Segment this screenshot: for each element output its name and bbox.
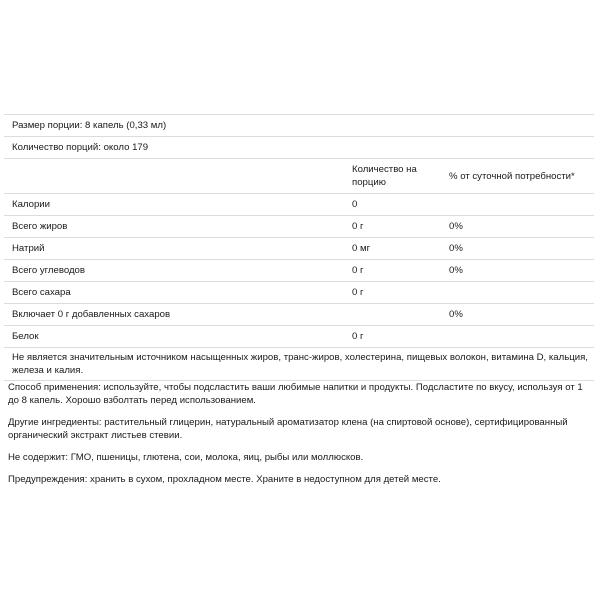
nutrient-daily-value: 0% — [449, 238, 594, 260]
header-empty-cell — [4, 159, 352, 194]
table-header-row — [4, 159, 594, 194]
nutrient-daily-value — [449, 282, 594, 304]
table-row — [4, 282, 594, 304]
nutrient-name: Калории — [4, 194, 352, 216]
other-ingredients: Другие ингредиенты: растительный глицерин, натуральный ароматизатор клена (на спиртовой основе), сертифицированный органический экстракт листьев стевии. — [8, 417, 568, 441]
serving-size-row — [4, 115, 594, 137]
footnote-row — [4, 348, 594, 381]
table-row — [4, 326, 594, 348]
facts-footnote: Не является значительным источником насыщенных жиров, транс-жиров, холестерина, пищевых волокон, витамина D, кальция, железа и калия. — [4, 348, 594, 381]
nutrient-name: Всего сахара — [4, 282, 352, 304]
nutrient-amount: 0 г — [352, 282, 449, 304]
servings-count-row — [4, 137, 594, 159]
product-notes — [8, 381, 593, 495]
table-row — [4, 194, 594, 216]
nutrient-amount: 0 мг — [352, 238, 449, 260]
nutrient-amount: 0 г — [352, 260, 449, 282]
nutrient-daily-value — [449, 194, 594, 216]
nutrient-name: Всего жиров — [4, 216, 352, 238]
usage-directions: Способ применения: используйте, чтобы подсластить ваши любимые напитки и продукты. Подсластите по вкусу, используя от 1 до 8 капель. Хорошо взболтать перед использованием. — [8, 382, 583, 406]
nutrient-name: Натрий — [4, 238, 352, 260]
nutrient-name: Белок — [4, 326, 352, 348]
amount-per-serving-header: Количество на порцию — [352, 159, 449, 194]
allergen-statement: Не содержит: ГМО, пшеницы, глютена, сои, молока, яиц, рыбы или моллюсков. — [8, 452, 364, 463]
nutrient-daily-value: 0% — [449, 260, 594, 282]
table-row — [4, 216, 594, 238]
nutrient-amount: 0 г — [352, 216, 449, 238]
nutrient-daily-value: 0% — [449, 304, 594, 326]
nutrition-facts-table — [4, 114, 594, 381]
nutrient-amount: 0 г — [352, 326, 449, 348]
nutrient-name: Включает 0 г добавленных сахаров — [4, 304, 352, 326]
nutrient-name: Всего углеводов — [4, 260, 352, 282]
table-row — [4, 304, 594, 326]
nutrient-daily-value — [449, 326, 594, 348]
daily-value-header: % от суточной потребности* — [449, 159, 594, 194]
table-row — [4, 238, 594, 260]
nutrient-daily-value: 0% — [449, 216, 594, 238]
servings-count: Количество порций: около 179 — [4, 137, 594, 159]
nutrient-amount: 0 — [352, 194, 449, 216]
nutrient-amount — [352, 304, 449, 326]
warnings: Предупреждения: хранить в сухом, прохладном месте. Храните в недоступном для детей месте. — [8, 474, 441, 485]
serving-size: Размер порции: 8 капель (0,33 мл) — [4, 115, 594, 137]
table-row — [4, 260, 594, 282]
